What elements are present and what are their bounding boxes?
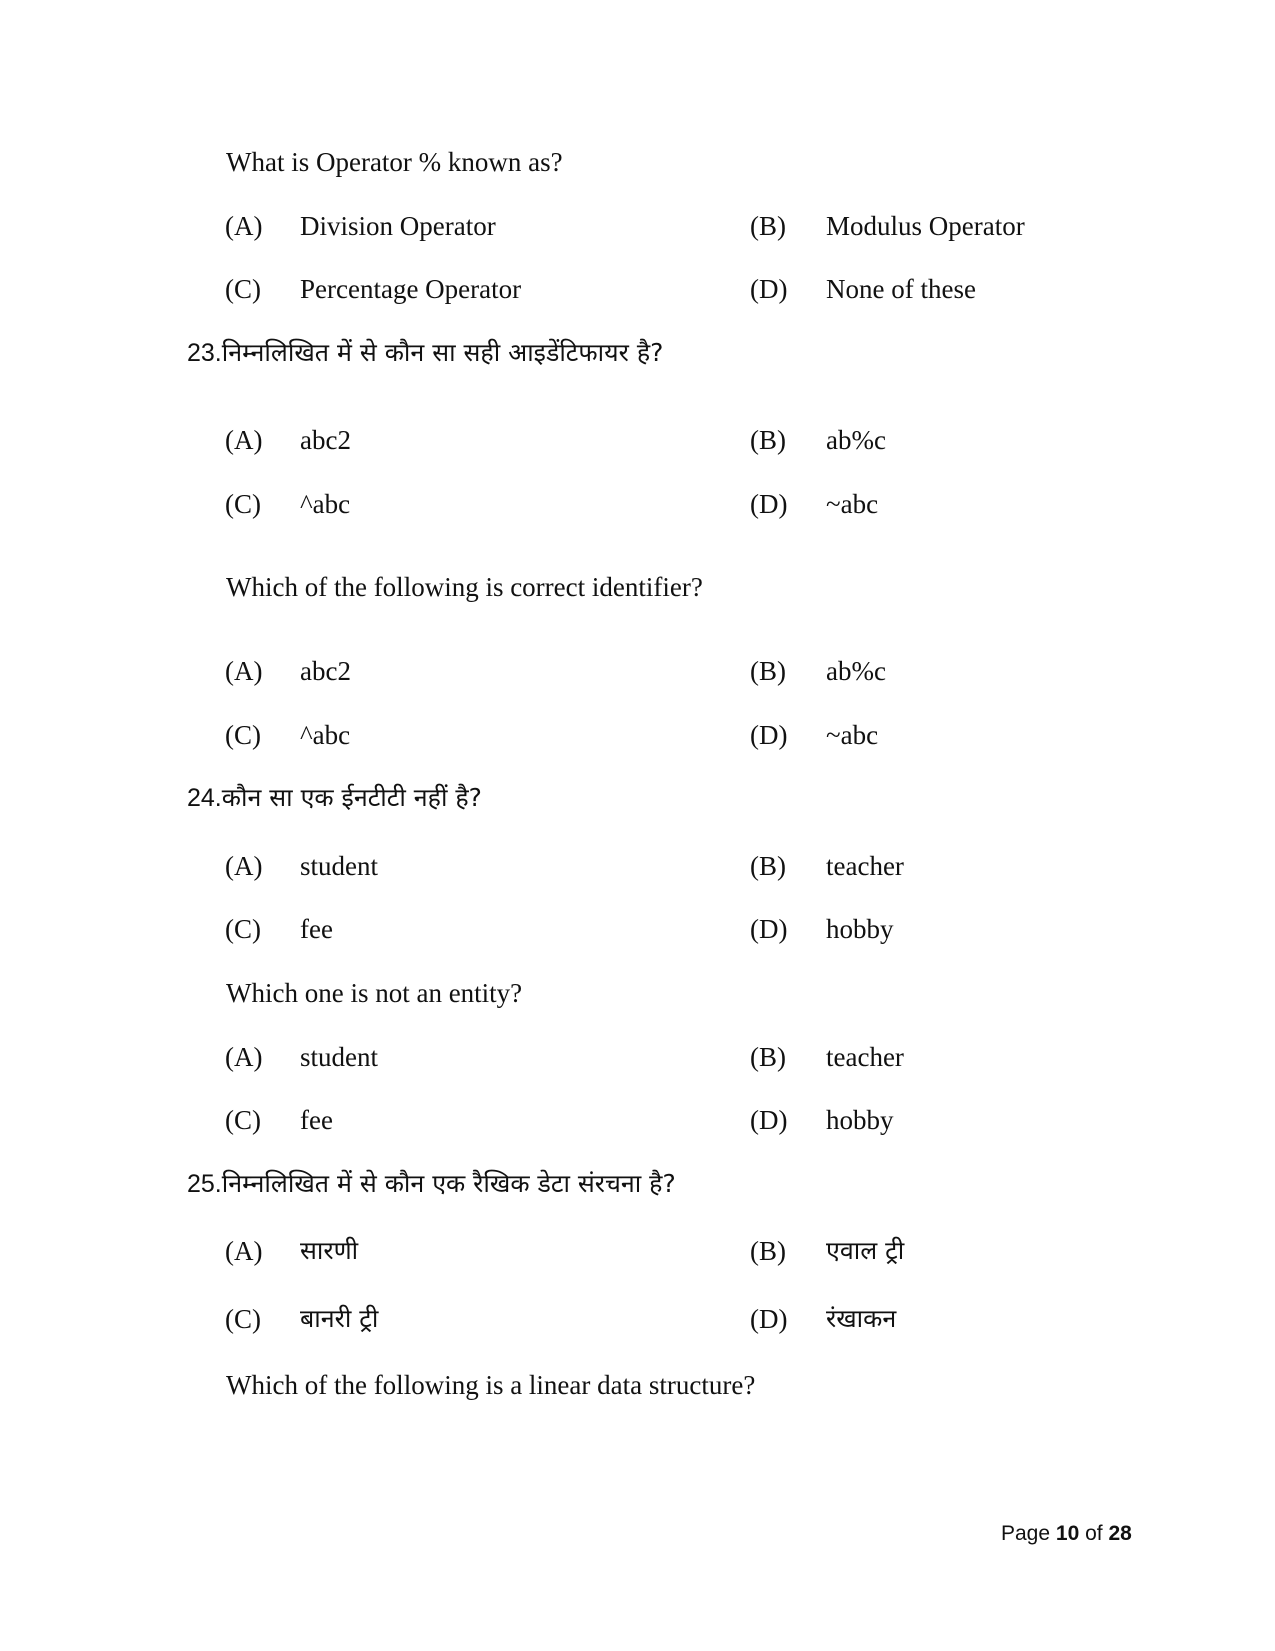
question-text-hindi: निम्नलिखित में से कौन एक रैखिक डेटा संरचना है? [221,1169,676,1198]
q22-option-a-label: (A) [225,211,263,241]
q24-hi-option-a-label: (A) [225,851,263,881]
question-number: 25. [187,1170,222,1198]
q23-option-b-label: (B) [750,656,786,686]
q24-option-a-label: (A) [225,1042,263,1072]
q24-option-a-text: student [300,1042,378,1072]
q23-option-c-text: ^abc [300,720,351,750]
q23-hi-option-a-text: abc2 [300,425,351,455]
q24-hi-option-d-label: (D) [750,914,788,944]
q22-option-a-text: Division Operator [300,211,496,241]
q24-hi-option-a-text: student [300,851,378,881]
q23-hi-option-c-label: (C) [225,489,261,519]
q24-hi-option-b-label: (B) [750,851,786,881]
q23-option-b-text: ab%c [826,656,886,686]
question-number: 23. [187,339,222,367]
q23-hi-option-a-label: (A) [225,425,263,455]
q22-option-d-label: (D) [750,274,788,304]
q25-hi-option-a-label: (A) [225,1236,263,1266]
page-number-footer [1001,1521,1132,1547]
q23-option-a-text: abc2 [300,656,351,686]
q22-option-c-label: (C) [225,274,261,304]
q23-option-d-text: ~abc [826,720,879,750]
of-word: of [1085,1522,1103,1545]
q24-option-c-text: fee [300,1105,333,1135]
q24-hi-option-c-label: (C) [225,914,261,944]
q24-hi-option-b-text: teacher [826,851,904,881]
q23-option-c-label: (C) [225,720,261,750]
q25-hi-option-c-label: (C) [225,1304,261,1334]
question-23-hindi [187,336,663,370]
q22-option-b-label: (B) [750,211,786,241]
q25-hi-option-d-label: (D) [750,1304,788,1334]
q22-option-d-text: None of these [826,274,976,304]
page-word: Page [1001,1522,1051,1545]
q25-hi-option-b-label: (B) [750,1236,786,1266]
q23-option-a-label: (A) [225,656,263,686]
q24-option-c-label: (C) [225,1105,261,1135]
q23-hi-option-d-label: (D) [750,489,788,519]
q25-hi-option-d-text: रंखाकन [826,1304,897,1333]
q25-hi-option-b-text: एवाल ट्री [826,1236,905,1265]
question-24-hindi [187,781,482,815]
q23-hi-option-d-text: ~abc [826,489,879,519]
q22-option-c-text: Percentage Operator [300,274,522,304]
question-text-hindi: कौन सा एक ईनटीटी नहीं है? [221,783,482,812]
q24-option-d-text: hobby [826,1105,894,1135]
q23-option-d-label: (D) [750,720,788,750]
total-pages: 28 [1108,1522,1132,1545]
q25-hi-option-a-text: सारणी [300,1236,359,1265]
q24-option-b-label: (B) [750,1042,786,1072]
question-24-english: Which one is not an entity? [226,978,523,1008]
question-25-hindi [187,1167,676,1201]
current-page: 10 [1055,1522,1080,1545]
q25-hi-option-c-text: बानरी ट्री [300,1304,379,1333]
q24-hi-option-c-text: fee [300,914,333,944]
q24-option-b-text: teacher [826,1042,904,1072]
question-23-english: Which of the following is correct identifier? [226,572,703,602]
q24-option-d-label: (D) [750,1105,788,1135]
q24-hi-option-d-text: hobby [826,914,894,944]
q22-option-b-text: Modulus Operator [826,211,1025,241]
q23-hi-option-b-text: ab%c [826,425,886,455]
question-number: 24. [187,784,222,812]
question-25-english: Which of the following is a linear data structure? [226,1370,756,1400]
q23-hi-option-c-text: ^abc [300,489,351,519]
question-text-hindi: निम्नलिखित में से कौन सा सही आइडेंटिफायर है? [221,338,664,367]
q23-hi-option-b-label: (B) [750,425,786,455]
question-22-english: What is Operator % known as? [226,147,563,177]
